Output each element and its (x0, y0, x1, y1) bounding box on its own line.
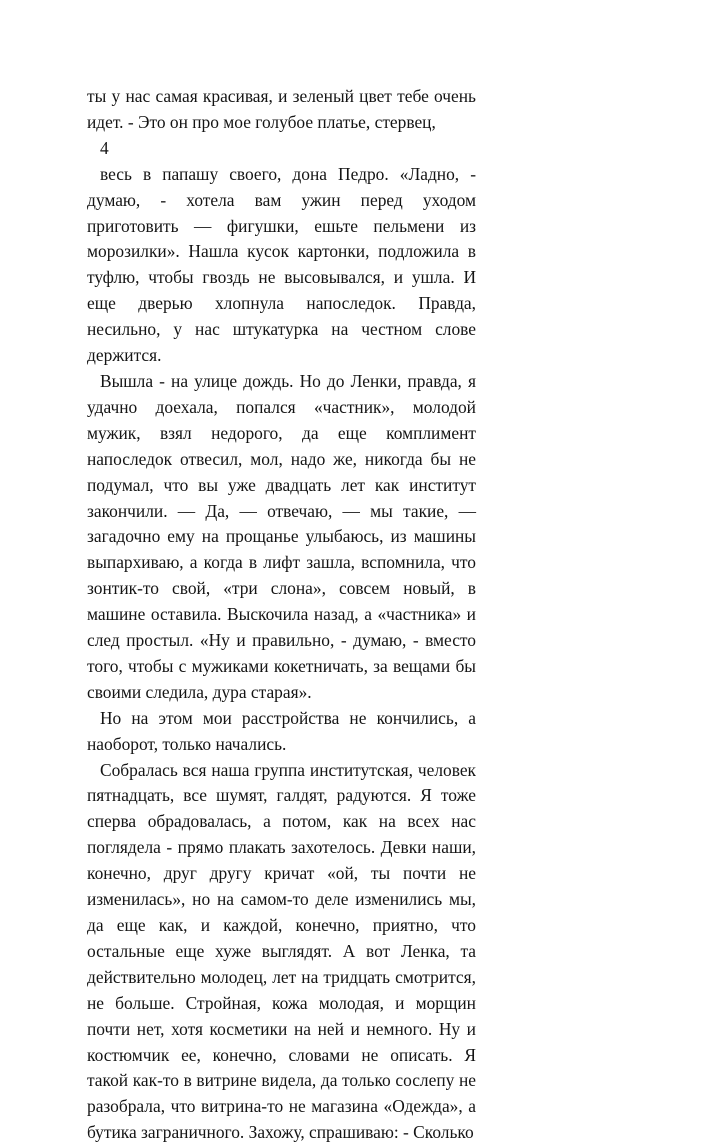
paragraph-5: Собралась вся наша группа институтская, человек пятнадцать, все шумят, галдят, радуются. Я тоже сперва обрадовалась, а потом, как на всех нас поглядела - прямо плакать захотелось. Девки наши, конечно, друг другу кричат «ой, ты почти не изменилась», но на самом-то деле изменились мы, да еще как, и каждой, конечно, приятно, что остальные еще хуже выглядят. А вот Ленка, та действительно молодец, лет на тридцать смотрится, не больше. Стройная, кожа молодая, и морщин почти нет, хотя косметики на ней и немного. Ну и костюмчик ее, конечно, словами не описать. Я такой как-то в витрине видела, да только сослепу не разобрала, что витрина-то не магазина «Одежда», а бутика заграничного. Захожу, спрашиваю: - Сколько (87, 759, 476, 1143)
paragraph-4: Но на этом мои расстройства не кончились, а наоборот, только начались. (87, 707, 476, 754)
page-number: 4 (100, 137, 109, 158)
paragraph-1: ты у нас самая красивая, и зеленый цвет тебе очень идет. - Это он про мое голубое платье, стервец, (87, 86, 476, 132)
text-block (87, 84, 476, 1146)
paragraph-3: Вышла - на улице дождь. Но до Ленки, правда, я удачно доехала, попался «частник», молодой мужик, взял недорого, да еще комплимент напоследок отвесил, мол, надо же, никогда бы не подумал, что вы уже двадцать лет как институт закончили. — Да, — отвечаю, — мы такие, — загадочно ему на прощанье улыбаюсь, из машины выпархиваю, а когда в лифт зашла, вспомнила, что зонтик-то свой, «три слона», совсем новый, в машине оставила. Выскочила назад, а «частника» и след простыл. «Ну и правильно, - думаю, - вместо того, чтобы с мужиками кокетничать, за вещами бы своими следила, дура старая». (87, 370, 476, 702)
paragraph-2: весь в папашу своего, дона Педро. «Ладно, - думаю, - хотела вам ужин перед уходом приготовить — фигушки, ешьте пельмени из морозилки». Нашла кусок картонки, подложила в туфлю, чтобы гвоздь не высовывался, и ушла. И еще дверью хлопнула напоследок. Правда, несильно, у нас штукатурка на честном слове держится. (87, 163, 476, 366)
